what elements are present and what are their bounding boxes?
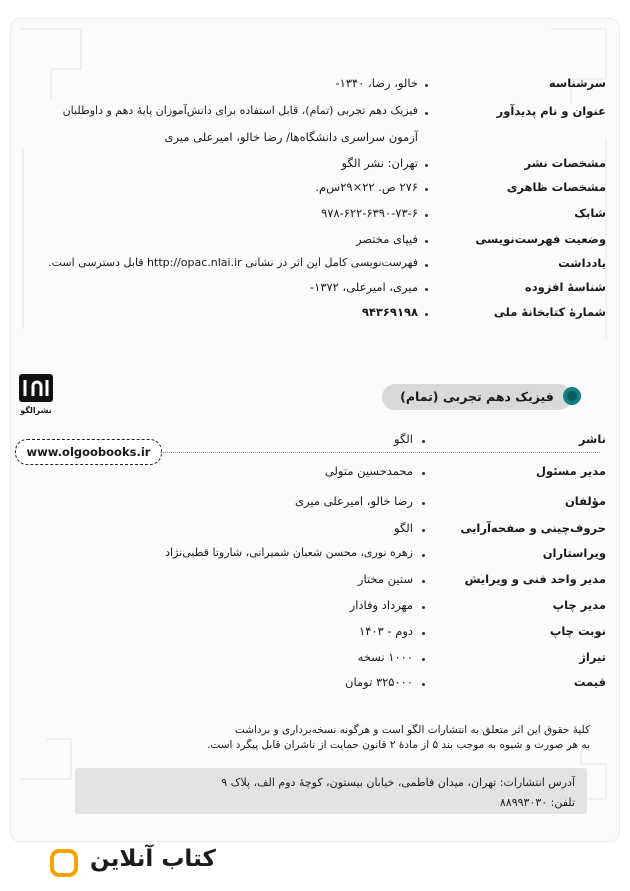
address-box	[75, 768, 587, 814]
catalog-label: شابک	[574, 206, 606, 220]
credit-label: تیراژ	[579, 650, 606, 664]
credit-row	[10, 432, 618, 452]
credit-label: ویراستاران	[542, 546, 606, 560]
bullet	[422, 529, 425, 532]
credit-row	[10, 546, 618, 566]
credit-value: دوم - ۱۴۰۳	[359, 624, 413, 638]
credit-label: مؤلفان	[564, 494, 606, 508]
catalog-value: میری، امیرعلی، ۱۳۷۲-	[309, 280, 418, 294]
brand-name: کتاب آنلاین	[90, 846, 216, 872]
credit-value: الگو	[394, 521, 413, 535]
catalog-label: یادداشت	[558, 256, 606, 270]
credit-label: مدیر چاپ	[552, 598, 606, 612]
catalog-label: شمارهٔ کتابخانهٔ ملی	[493, 305, 606, 319]
rights-line: به هر صورت و شیوه به موجب بند ۵ از مادهٔ ۲ قانون حمایت از ناشران قابل پیگرد است.	[207, 739, 590, 751]
catalog-label: سرشناسه	[548, 76, 606, 90]
credit-label: مدیر واحد فنی و ویرایش	[464, 572, 606, 586]
rights-line: کلیهٔ حقوق این اثر متعلق به انتشارات الگو است و هرگونه نسخه‌برداری و برداشت	[234, 724, 590, 736]
ketab-online-logo-icon	[50, 849, 78, 877]
catalog-label: مشخصات ظاهری	[506, 180, 606, 194]
credit-row	[10, 494, 618, 514]
bullet	[422, 580, 425, 583]
catalog-value: تهران: نشر الگو	[341, 156, 418, 170]
website-link[interactable]: www.olgoobooks.ir	[15, 439, 162, 465]
credit-value: مهرداد وفادار	[349, 598, 413, 612]
credit-value: ستین مختار	[357, 572, 413, 586]
bullet	[422, 440, 425, 443]
address-text: آدرس انتشارات: تهران، میدان فاطمی، خیابان بیستون، کوچهٔ دوم الف، پلاک ۹	[221, 776, 575, 789]
bullet	[422, 502, 425, 505]
catalog-value: فیزیک دهم تجربی (تمام)، قابل استفاده برای دانش‌آموزان پایهٔ دهم و داوطلبان	[62, 104, 418, 117]
credit-row	[10, 624, 618, 644]
catalog-value: ۲۷۶ ص. ۲۲×۲۹س‌م.	[315, 180, 418, 194]
catalog-value: ۹۴۳۶۹۱۹۸	[361, 305, 418, 319]
credit-value: رضا خالو، امیرعلی میری	[295, 494, 413, 508]
credit-row	[10, 650, 618, 670]
catalog-label: وضعیت فهرست‌نویسی	[475, 232, 606, 246]
credit-value: زهره نوری، محسن شعبان شمیرانی، شاروتا قطبی‌نژاد	[165, 546, 413, 559]
bullet	[422, 472, 425, 475]
credit-label: قیمت	[573, 675, 606, 689]
credits-section	[10, 0, 618, 700]
credit-row	[10, 521, 618, 541]
brand-footer	[50, 846, 270, 880]
catalog-label: مشخصات نشر	[524, 156, 606, 170]
credit-label: نوبت چاپ	[549, 624, 606, 638]
bullet	[422, 658, 425, 661]
credit-label: ناشر	[578, 432, 606, 446]
publisher-logo-text: نشرالگو	[20, 406, 52, 415]
catalog-value: خالو، رضا، ۱۳۴۰-	[335, 76, 418, 90]
catalog-label: شناسهٔ افزوده	[524, 280, 606, 294]
credit-value: ۳۲۵۰۰۰ تومان	[345, 675, 413, 689]
bullet	[422, 554, 425, 557]
catalog-value: ۹۷۸-۶۲۲-۶۳۹۰-۷۳-۶	[321, 206, 418, 220]
catalog-value: فیپای مختصر	[356, 232, 418, 246]
bullet	[422, 632, 425, 635]
book-title: فیزیک دهم تجربی (تمام)	[382, 384, 572, 410]
credit-row	[10, 464, 618, 484]
bullet	[422, 606, 425, 609]
catalog-value: فهرست‌نویسی کامل این اثر در نشانی http://opac.nlai.ir قابل دسترسی است.	[48, 256, 418, 269]
credit-label: حروف‌چینی و صفحه‌آرایی	[460, 521, 606, 535]
bullet	[422, 683, 425, 686]
catalog-value-line2: آزمون سراسری دانشگاه‌ها/ رضا خالو، امیرعلی میری	[164, 130, 418, 144]
credit-value: محمدحسین متولی	[324, 464, 413, 478]
credit-label: مدیر مسئول	[536, 464, 606, 478]
rights-notice	[50, 723, 590, 753]
credit-row	[10, 675, 618, 695]
credit-row	[10, 572, 618, 592]
phone-text: تلفن: ۸۸۹۹۳۰۳۰	[499, 796, 575, 809]
credit-row	[10, 598, 618, 618]
credit-value: الگو	[394, 432, 413, 446]
catalog-label: عنوان و نام پدیدآور	[496, 104, 606, 118]
credit-value: ۱۰۰۰ نسخه	[357, 650, 413, 664]
